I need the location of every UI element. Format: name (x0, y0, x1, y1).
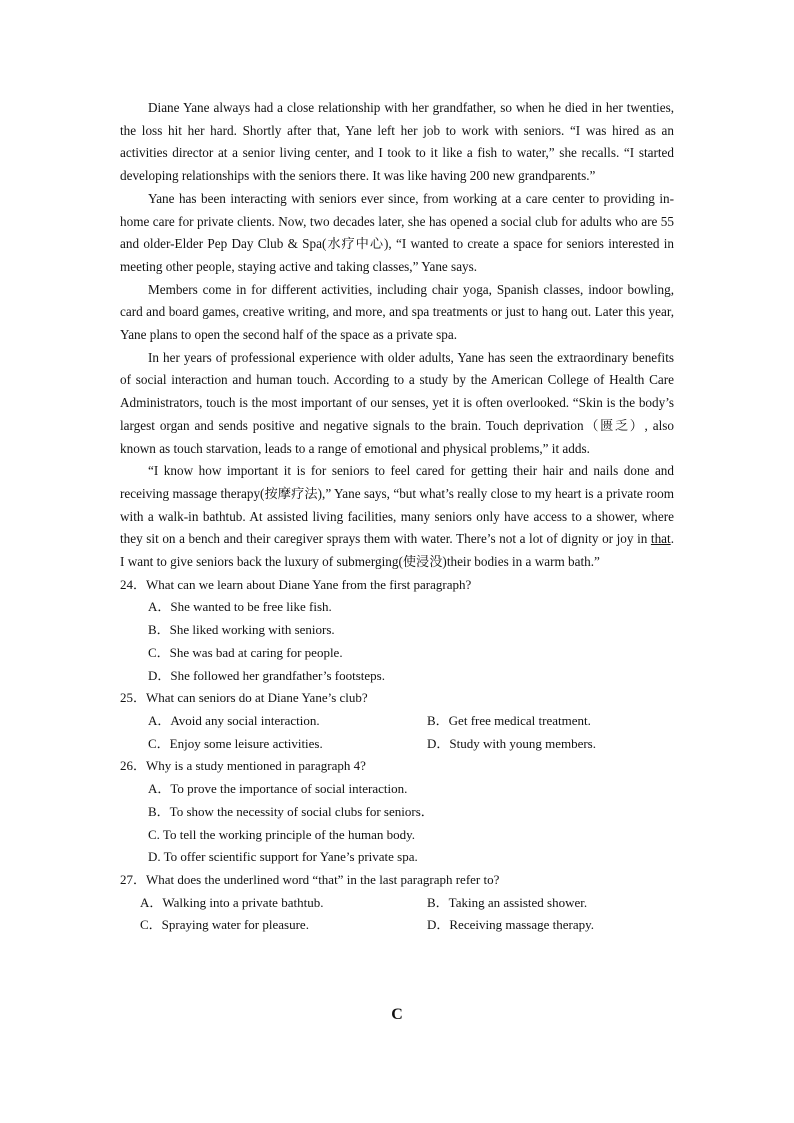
question-27-option-c[interactable]: C．Spraying water for pleasure. (140, 917, 309, 933)
passage-paragraph-1: Diane Yane always had a close relationship with her grandfather, so when he died in her twenties, the loss hit her hard. Shortly after that, Yane left her job to work with seniors. “I was hired as an activities director at a senior living center, and I took to it like a fish to water,” she recalls. “I started developing relationships with the seniors there. It was like having 200 new grandparents.” (120, 100, 674, 184)
paragraph-5-text-before: “I know how important it is for seniors to feel cared for getting their hair and nails done and receiving massage therapy(按摩疗法),” Yane says, “but what’s really close to my heart is a private room with a walk-in bathtub. At assisted living facilities, many seniors only have access to a shower, where they sit on a bench and their caregiver sprays them with water. There’s not a lot of dignity or joy in (120, 463, 674, 547)
question-26-option-a[interactable]: A．To prove the importance of social interaction. (148, 781, 408, 797)
question-25-option-b[interactable]: B．Get free medical treatment. (427, 712, 591, 728)
underlined-word: that (650, 531, 671, 547)
passage-paragraph-4: In her years of professional experience with older adults, Yane has seen the extraordinary benefits of social interaction and human touch. According to a study by the American College of Health Care Administrators, touch is the most important of our senses, yet it is often overlooked. “Skin is the body’s largest organ and sends positive and negative signals to the brain. Touch deprivation（匮乏）, also known as touch starvation, leads to a range of emotional and physical problems,” it adds. (120, 349, 674, 456)
passage-paragraph-2: Yane has been interacting with seniors ever since, from working at a care center to providing in-home care for private clients. Now, two decades later, she has opened a social club for adults who are 55 and older-Elder Pep Day Club & Spa(水疗中心), “I wanted to create a space for seniors interested in meeting other people, staying active and taking classes,” Yane says. (120, 190, 674, 274)
question-24-option-b[interactable]: B．She liked working with seniors. (148, 622, 335, 638)
question-27-option-b[interactable]: B．Taking an assisted shower. (427, 894, 588, 910)
question-26-option-c[interactable]: C. To tell the working principle of the human body. (148, 826, 415, 842)
question-24-option-c[interactable]: C．She was bad at caring for people. (148, 644, 343, 660)
section-heading: C (391, 1006, 403, 1023)
question-27-row-2 (120, 914, 674, 937)
passage-paragraph-5 (120, 460, 674, 574)
question-24-option-a[interactable]: A．She wanted to be free like fish. (148, 599, 332, 615)
question-27-stem: 27．What does the underlined word “that” in the last paragraph refer to? (120, 871, 500, 887)
question-25-row-1 (120, 710, 674, 733)
question-25-option-a[interactable]: A．Avoid any social interaction. (148, 712, 320, 728)
paragraph-5-text-after: . I want to give seniors back the luxury of submerging(使浸没)their bodies in a warm bath.” (120, 531, 674, 570)
question-24 (120, 574, 674, 688)
question-26 (120, 755, 674, 869)
question-27-option-d[interactable]: D．Receiving massage therapy. (427, 917, 595, 933)
question-26-stem: 26．Why is a study mentioned in paragraph 4? (120, 758, 366, 774)
exam-page (120, 97, 674, 937)
question-25-option-c[interactable]: C．Enjoy some leisure activities. (148, 735, 323, 751)
question-25-stem: 25．What can seniors do at Diane Yane’s club? (120, 690, 368, 706)
question-24-option-d[interactable]: D．She followed her grandfather’s footsteps. (148, 667, 385, 683)
question-27 (120, 869, 674, 937)
question-27-row-1 (120, 892, 674, 915)
question-26-option-d[interactable]: D. To offer scientific support for Yane’s private spa. (148, 849, 418, 865)
question-24-stem: 24．What can we learn about Diane Yane from the first paragraph? (120, 576, 472, 592)
question-25-option-d[interactable]: D．Study with young members. (427, 735, 596, 751)
passage-paragraph-3: Members come in for different activities, including chair yoga, Spanish classes, indoor bowling, card and board games, creative writing, and more, and spa treatments or just to hang out. Later this year, Yane plans to open the second half of the space as a private spa. (120, 281, 674, 343)
question-25-row-2 (120, 733, 674, 756)
question-26-option-b[interactable]: B．To show the necessity of social clubs for seniors． (148, 803, 434, 819)
question-27-option-a[interactable]: A．Walking into a private bathtub. (140, 894, 324, 910)
question-25 (120, 687, 674, 755)
